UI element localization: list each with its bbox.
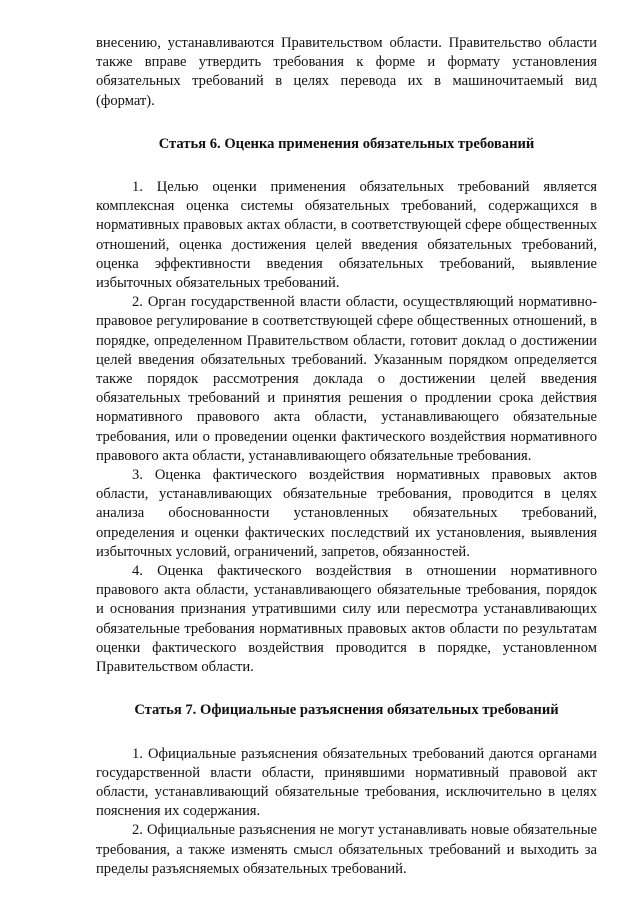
- article-7-paragraph-2: 2. Официальные разъяснения не могут устанавливать новые обязательные требования, а также изменять смысл обязательных требований и выходить за пределы разъясняемых обязательных требований.: [96, 822, 597, 877]
- spacer: [96, 721, 597, 745]
- intro-paragraph: внесению, устанавливаются Правительством области. Правительство области также вправе утвердить требования к форме и формату установления обязательных требований в целях перевода их в машиночитаемый вид (формат).: [96, 35, 597, 109]
- article-7-heading: Статья 7. Официальные разъяснения обязательных требований: [134, 702, 559, 719]
- article-6-paragraph-4: 4. Оценка фактического воздействия в отношении нормативного правового акта области, устанавливающего обязательные требования, порядок и основания признания утратившими силу или пересмотра устанавливающих обязательные требования нормативных правовых актов области по результатам оценки фактического воздействия проводится в порядке, установленном Правительством области.: [96, 563, 597, 676]
- article-6-paragraph-3: 3. Оценка фактического воздействия нормативных правовых актов области, устанавливающих обязательные требования, проводится в целях анализа обоснованности установленных обязательных требований, определения и оценки фактических последствий их установления, выявления избыточных условий, ограничений, запретов, обязанностей.: [96, 467, 597, 560]
- article-6-paragraph-2: 2. Орган государственной власти области, осуществляющий нормативно-правовое регулирование в соответствующей сфере общественных отношений, в порядке, определенном Правительством области, готовит доклад о достижении целей введения обязательных требований. Указанным порядком определяется также порядок рассмотрения доклада о достижении целей введения обязательных требований и принятия решения о продлении срока действия нормативного правового акта области, устанавливающего обязательные требования, или о проведении оценки фактического воздействия нормативного правового акта области, устанавливающего обязательные требования.: [96, 294, 597, 464]
- spacer: [96, 677, 597, 701]
- spacer: [96, 154, 597, 178]
- article-6-heading: Статья 6. Оценка применения обязательных требований: [158, 135, 535, 152]
- spacer: [96, 111, 597, 135]
- article-7-paragraph-1: 1. Официальные разъяснения обязательных требований даются органами государственной власти области, принявшими нормативный правовой акт области, устанавливающий обязательные требования, исключительно в целях пояснения их содержания.: [96, 745, 597, 820]
- document-page: [96, 34, 597, 879]
- article-6-paragraph-1: 1. Целью оценки применения обязательных требований является комплексная оценка системы обязательных требований, содержащихся в нормативных правовых актах области, в соответствующей сфере общественных отношений, оценка достижения целей введения обязательных требований, оценка эффективности введения обязательных требований, выявление избыточных обязательных требований.: [96, 179, 597, 292]
